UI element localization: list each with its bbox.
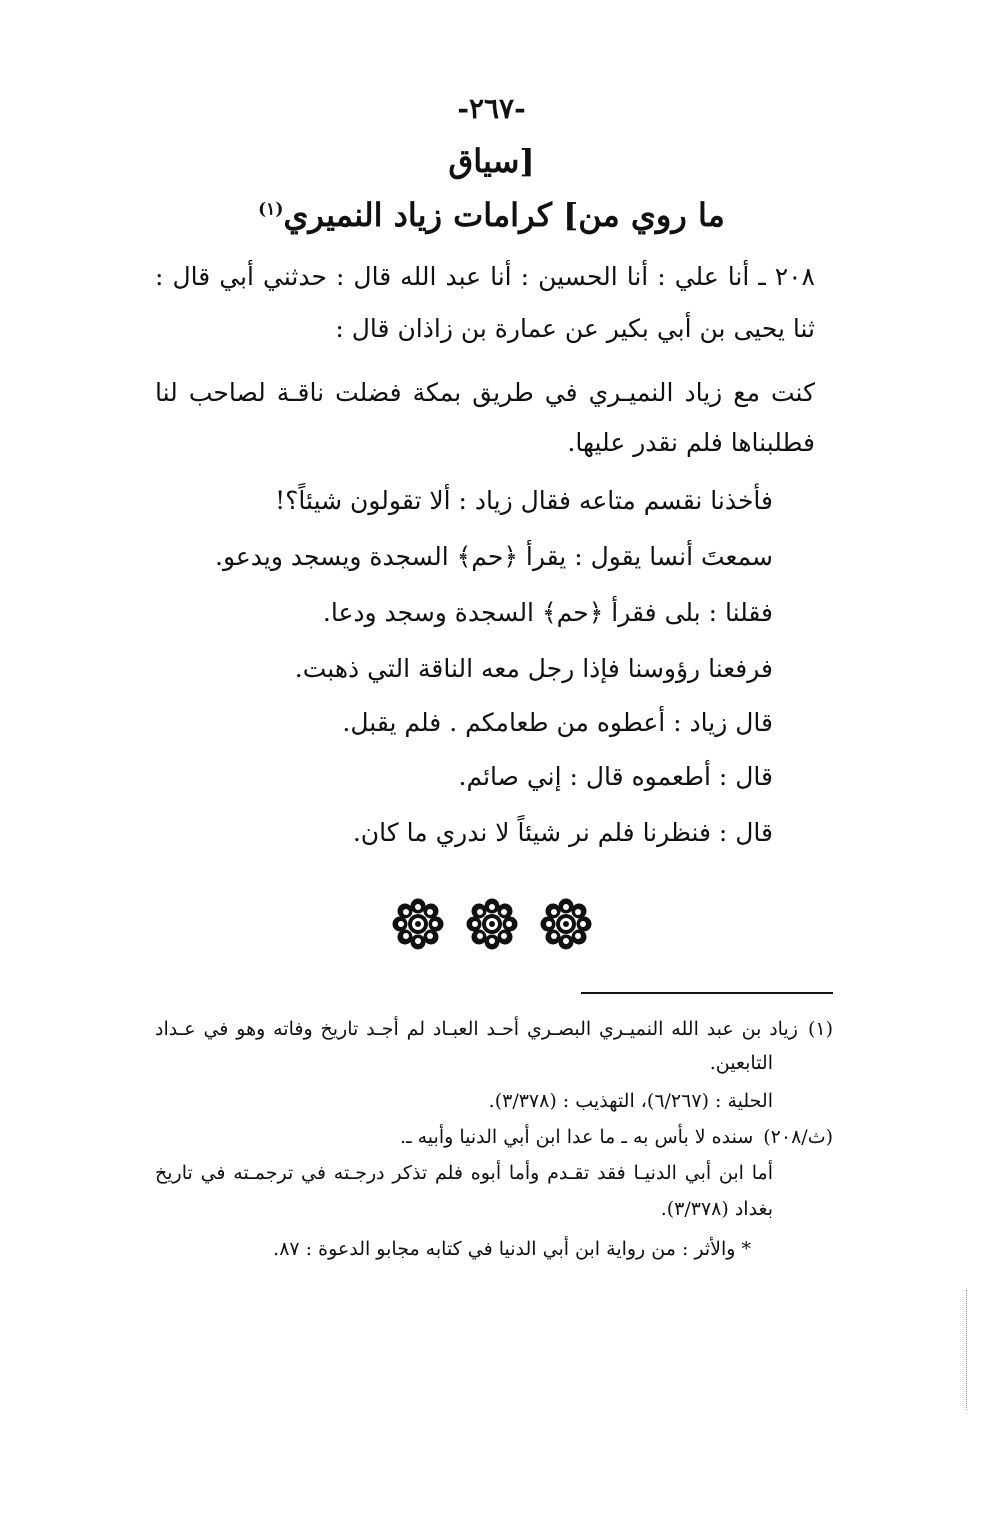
body-line: قال زياد : أعطوه من طعامكم . فلم يقبل.: [342, 708, 773, 737]
flower-ornament-icon: [392, 898, 444, 950]
footnote-divider: [581, 992, 833, 994]
body-line: كنت مع زياد النميـري في طريق بمكة فضلت ناقـة لصاحب لنا: [155, 378, 815, 407]
body-line: قال : فنظرنا فلم نر شيئاً لا ندري ما كان.: [352, 818, 773, 847]
footnote-text: زياد بن عبد الله النميـري البصـري أحـد العبـاد لم أجـد تاريخ وفاته وهو في عـداد: [155, 1018, 798, 1040]
body-line: سمعتَ أنسا يقول : يقرأ ﴿حم﴾ السجدة ويسجد ويدعو.: [215, 542, 773, 571]
scan-margin-marks: [966, 1290, 977, 1410]
body-line: فقلنا : بلى فقرأ ﴿حم﴾ السجدة وسجد ودعا.: [322, 598, 773, 627]
section-title-line1: [سياق: [448, 142, 535, 180]
footnote-1: [155, 1018, 833, 1040]
footnote-text: أما ابن أبي الدنيـا فقد تقـدم وأما أبوه فلم تذكر درجـته في ترجمـته في تاريخ: [155, 1162, 773, 1184]
footnote-number: (١): [807, 1018, 833, 1040]
body-line: قال : أطعموه قال : إني صائم.: [458, 762, 773, 791]
section-title-text: ما روي من] كرامات زياد النميري: [283, 196, 725, 234]
footnote-text: التابعين.: [709, 1052, 773, 1074]
body-line: فأخذنا نقسم متاعه فقال زياد : ألا تقولون شيئاً؟!: [275, 486, 773, 515]
section-end-ornaments: [0, 898, 983, 950]
flower-ornament-icon: [540, 898, 592, 950]
footnote-2: [155, 1126, 833, 1148]
footnote-number: (ث/٢٠٨): [763, 1126, 833, 1148]
body-line: فطلبناها فلم نقدر عليها.: [567, 428, 815, 457]
title-footnote-ref: (١): [258, 199, 284, 220]
footnote-text: الحلية : (٦/٢٦٧)، التهذيب : (٣/٣٧٨).: [488, 1090, 773, 1112]
body-line: ٢٠٨ ـ أنا علي : أنا الحسين : أنا عبد الله قال : حدثني أبي قال :: [155, 262, 815, 291]
footnote-text: سنده لا بأس به ـ ما عدا ابن أبي الدنيا وأبيه ـ.: [399, 1126, 754, 1148]
page-number: -٢٦٧-: [457, 92, 526, 125]
flower-ornament-icon: [466, 898, 518, 950]
footnote-text: * والأثر : من رواية ابن أبي الدنيا في كتابه مجابو الدعوة : ٨٧.: [273, 1238, 751, 1260]
section-title-line2: [0, 196, 983, 234]
footnote-text: بغداد (٣/٣٧٨).: [660, 1198, 773, 1220]
body-line: فرفعنا رؤوسنا فإذا رجل معه الناقة التي ذهبت.: [294, 654, 773, 683]
body-line: ثنا يحيى بن أبي بكير عن عمارة بن زاذان قال :: [335, 314, 815, 343]
